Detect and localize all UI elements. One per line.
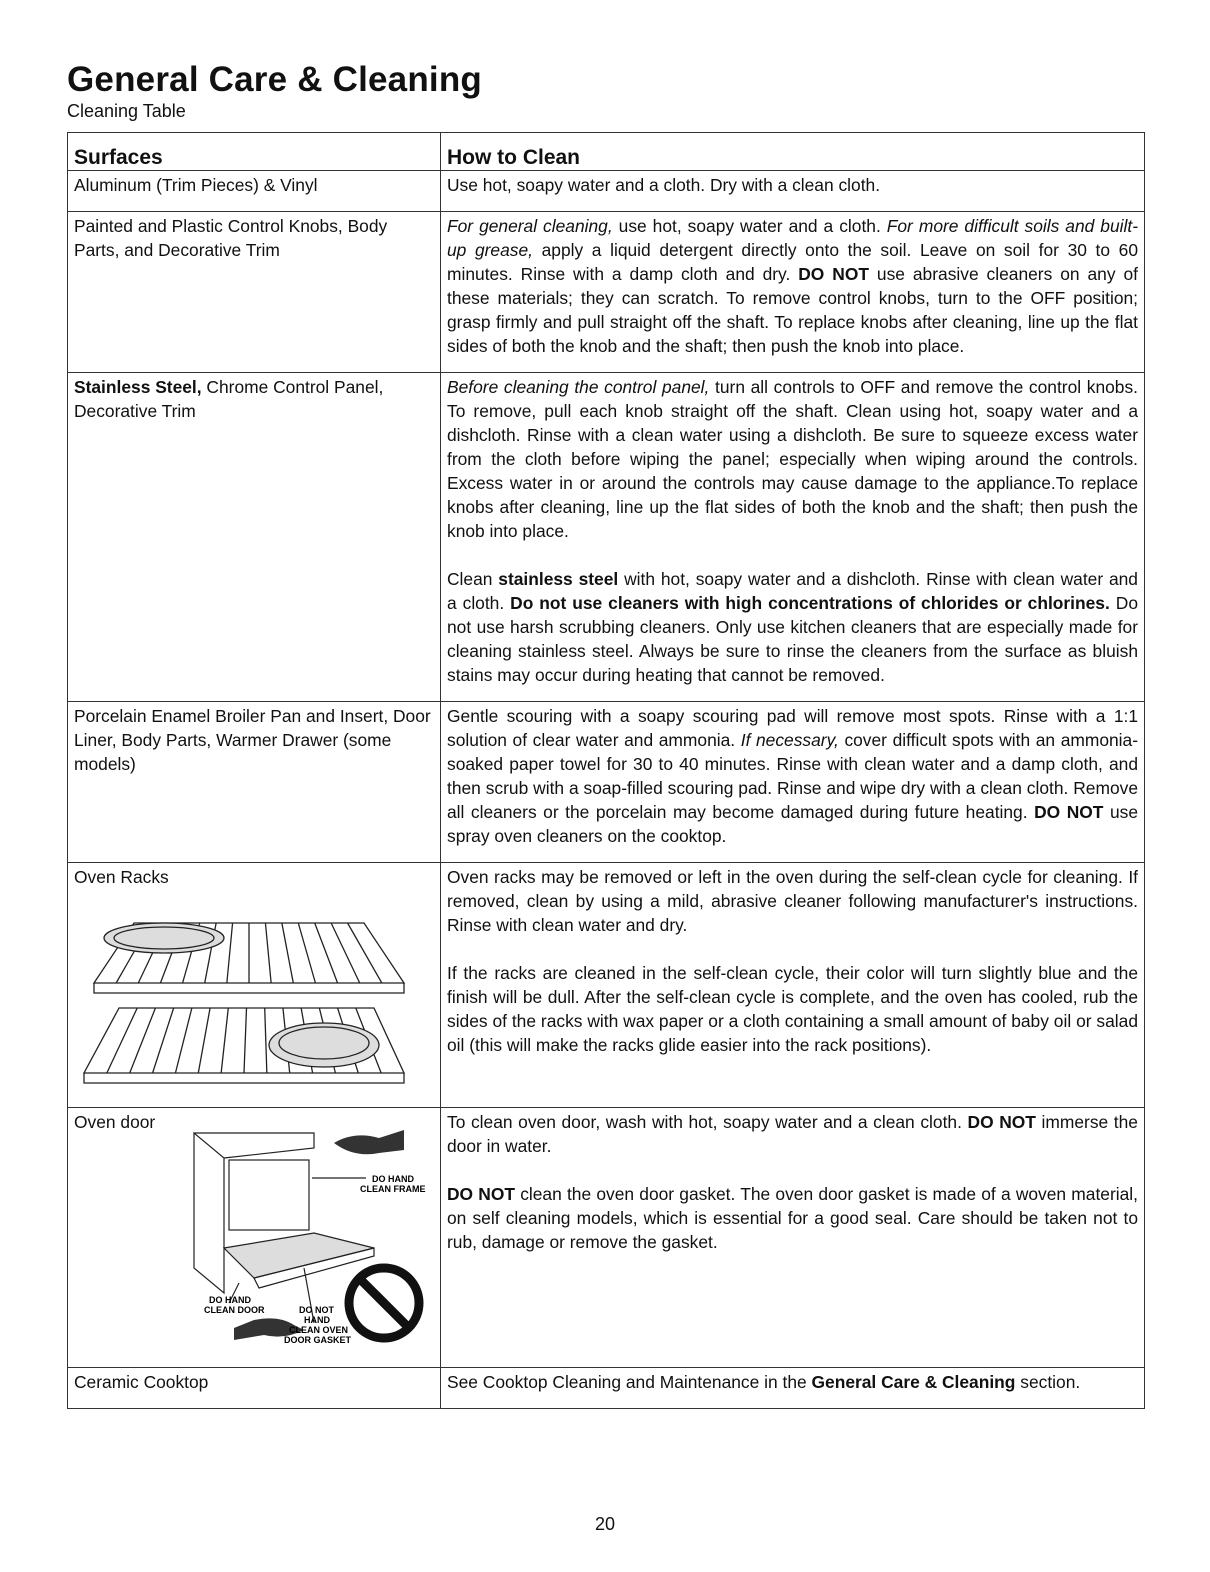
label-clean-oven: CLEAN OVEN [289,1325,349,1335]
text: clean the oven door gasket. The oven door gasket is made of a woven material, on self cleaning models, which is essential for a good seal. Care should be taken not to rub, damage or remove the gasket. [447,1184,1138,1252]
page-number: 20 [594,1514,616,1534]
text: Do not use harsh scrubbing cleaners. Only use kitchen cleaners that are especially made for cleaning stainless steel. Always be sure to rinse the cleaners from the surface as bluish stains may occur during heating that cannot be removed. [447,593,1138,685]
how-to-clean-cell [441,1108,1145,1368]
rack-wire [244,1008,247,1073]
text: Porcelain Enamel Broiler Pan and Insert, Door Liner, Body Parts, Warmer Drawer (some models) [74,706,431,774]
label-hand: HAND [304,1315,330,1325]
label-door-gasket: DOOR GASKET [284,1335,352,1345]
paragraph [74,1370,434,1394]
table-header-row [68,133,1145,171]
table-row [68,702,1145,863]
text: Use hot, soapy water and a cloth. Dry with a clean cloth. [447,175,881,195]
rack-wire [298,923,315,983]
text: Painted and Plastic Control Knobs, Body Parts, and Decorative Trim [74,216,388,260]
page-title: General Care & Cleaning [67,60,483,99]
text: Oven Racks [74,867,169,887]
text: with hot, soapy water and a dishcloth. Rinse with clean water and a cloth. [447,569,1138,613]
table-row [68,212,1145,373]
label-do-not: DO NOT [299,1305,334,1315]
table-row [68,863,1145,1108]
bold-text: DO NOT [798,264,869,284]
paragraph [447,865,1138,937]
bold-text: stainless steel [498,569,619,589]
paragraph [447,214,1138,358]
bold-text: Stainless Steel, [74,377,202,397]
bold-text: General Care & Cleaning [811,1372,1016,1392]
surface-cell [68,1108,441,1368]
paragraph [74,214,434,262]
text: Oven door [74,1112,156,1132]
rack-wire [175,1008,191,1073]
rack-wire [315,923,338,983]
italic-text: If necessary, [740,730,839,750]
text: section. [1015,1372,1081,1392]
table-row [68,171,1145,212]
text: apply a liquid detergent directly onto the soil. Leave on soil for 30 to 60 minutes. Rinse with a damp cloth and dry. [447,240,1139,284]
text: immerse the door in water. [447,1112,1138,1156]
how-to-clean-cell [441,373,1145,702]
text: Oven racks may be removed or left in the oven during the self-clean cycle for cleaning. If removed, clean by using a mild, abrasive cleaner following manufacturer's instructions. Rinse with clean water and dry. [447,867,1138,935]
how-to-clean-cell [441,702,1145,863]
paragraph [447,1370,1138,1394]
how-to-clean-cell [441,212,1145,373]
paragraph [447,704,1138,848]
cleaning-table [67,132,1145,1409]
bold-text: DO NOT [967,1112,1036,1132]
paragraph [447,173,1138,197]
surface-cell [68,373,441,702]
paragraph [447,1110,1138,1158]
surface-cell [68,863,441,1108]
oven-door-illustration [134,1128,434,1353]
text: Chrome Control Panel, Decorative Trim [74,377,384,421]
text: use spray oven cleaners on the cooktop. [447,802,1138,846]
paragraph [447,567,1138,687]
rack-wire [348,923,382,983]
italic-text: For more difficult soils and built-up grease, [447,216,1138,260]
table-row [68,373,1145,702]
paragraph [74,704,434,776]
text: turn all controls to OFF and remove the control knobs. To remove, pull each knob straight off the shaft. Clean using hot, soapy water and a dishcloth. Rinse with a clean water using a dishcloth. Be sure to squeeze excess water from the cloth before wiping the panel; especially when wiping around the controls. Excess water in or around the controls may cause damage to the appliance.To replace knobs after cleaning, line up the flat sides of both the knob and the shaft; then push the knob into place. [447,377,1138,541]
text: Ceramic Cooktop [74,1372,209,1392]
paragraph [447,375,1138,543]
rack-wire [198,1008,210,1073]
bold-text: Do not use cleaners with high concentrations of chlorides or chlorines. [510,593,1110,613]
text: Gentle scouring with a soapy scouring pad will remove most spots. Rinse with a 1:1 solution of clear water and ammonia. [447,706,1138,750]
paragraph [74,375,434,423]
text: cover difficult spots with an ammonia-soaked paper towel for 30 to 40 minutes. Rinse with clean water and a damp cloth, and then scrub with a soap-filled scouring pad. Rinse and wipe dry with a clean cloth. Remove all cleaners or the porcelain may become damaged during future heating. [447,730,1139,822]
surface-cell [68,702,441,863]
bold-text: DO NOT [447,1184,515,1204]
how-to-clean-cell [441,1368,1145,1409]
text: Clean [447,569,499,589]
italic-text: Before cleaning the control panel, [447,377,710,397]
header-how-to-clean: How to Clean [441,133,1145,171]
oven-racks-illustration [74,913,414,1093]
table-row [68,1368,1145,1409]
paragraph [74,865,434,889]
label-do-hand-door: DO HAND [209,1295,251,1305]
text: Aluminum (Trim Pieces) & Vinyl [74,175,318,195]
paragraph [447,1182,1138,1254]
rack-wire [107,1008,137,1073]
rack-wire [153,1008,174,1073]
label-do-hand: DO HAND [372,1174,414,1184]
how-to-clean-cell [441,171,1145,212]
text: use hot, soapy water and a cloth. [612,216,887,236]
paragraph [74,173,434,197]
surface-cell [68,212,441,373]
text: See Cooktop Cleaning and Maintenance in the [447,1372,812,1392]
surface-cell [68,1368,441,1409]
italic-text: For general cleaning, [447,216,613,236]
label-clean-door: CLEAN DOOR [204,1305,265,1315]
rack-wire [331,923,360,983]
paragraph [447,961,1138,1057]
rack-wire [265,923,271,983]
rack-wire [282,923,293,983]
header-surfaces: Surfaces [68,133,441,171]
text: To clean oven door, wash with hot, soapy water and a clean cloth. [447,1112,968,1132]
rack-wire [227,923,233,983]
bold-text: DO NOT [1034,802,1104,822]
page-subtitle: Cleaning Table [67,101,186,121]
table-row [68,1108,1145,1368]
rack-wire [265,1008,267,1073]
rack-wire [130,1008,156,1073]
label-clean-frame: CLEAN FRAME [360,1184,426,1194]
rack-wire [221,1008,228,1073]
text: use abrasive cleaners on any of these materials; they can scratch. To remove control knobs, turn to the OFF position; grasp firmly and pull straight off the shaft. To replace knobs after cleaning, line up the flat sides of both the knob and the shaft; then push the knob into place. [447,264,1138,356]
how-to-clean-cell [441,863,1145,1108]
text: If the racks are cleaned in the self-clean cycle, their color will turn slightly blue and the finish will be dull. After the self-clean cycle is complete, and the oven has cooled, rub the sides of the racks with wax paper or a cloth containing a small amount of baby oil or salad oil (this will make the racks glide easier into the rack positions). [447,963,1138,1055]
surface-cell [68,171,441,212]
